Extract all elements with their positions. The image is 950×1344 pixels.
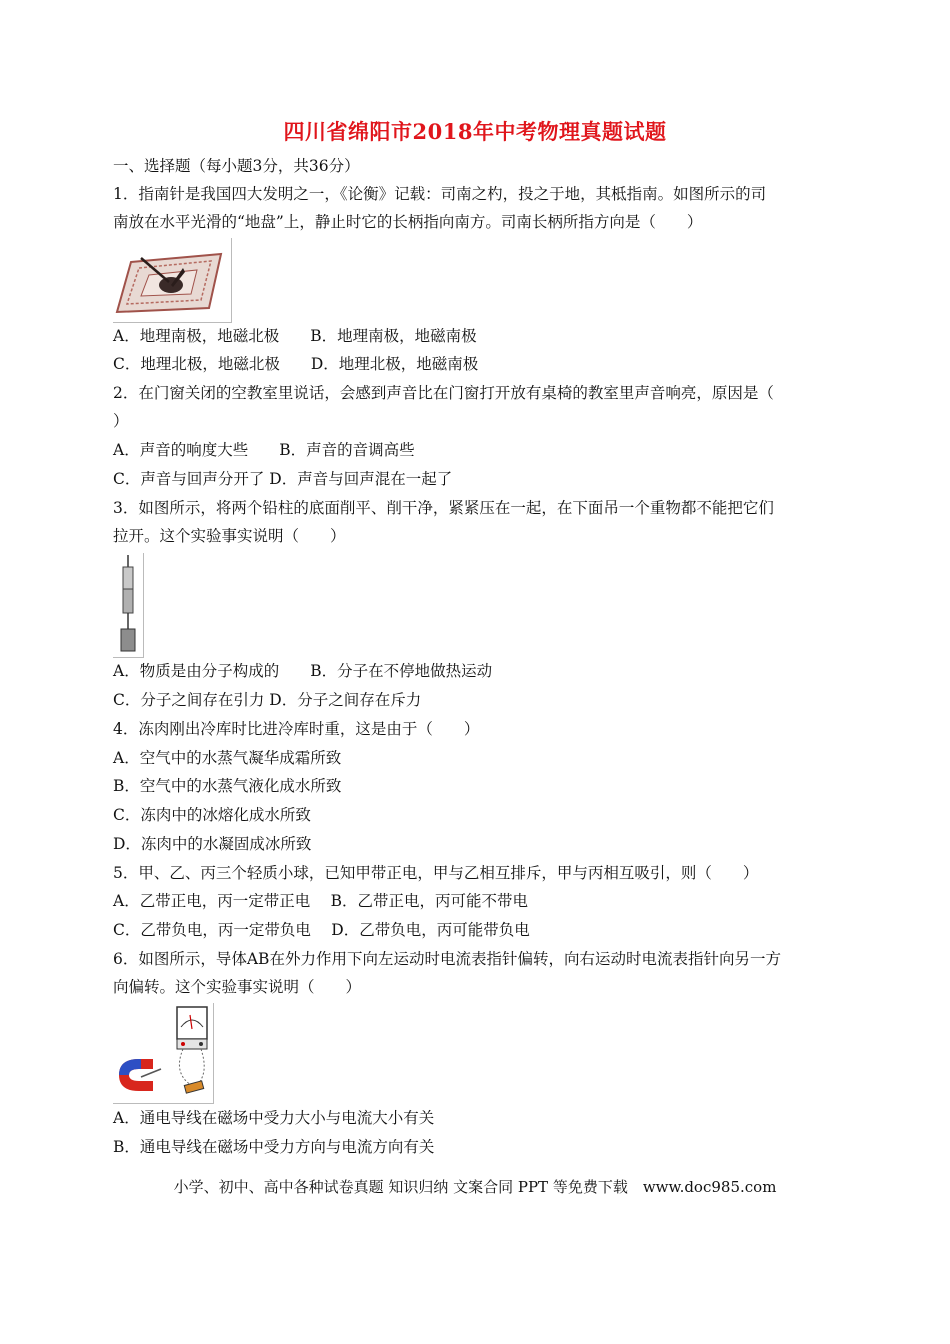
- q1-options-line1: A．地理南极，地磁北极 B．地理南极，地磁南极: [113, 327, 477, 345]
- section-heading: 一、选择题（每小题3分，共36分）: [113, 157, 360, 175]
- q6-stem-line1: 6．如图所示，导体AB在外力作用下向左运动时电流表指针偏转，向右运动时电流表指针向另一方: [113, 950, 781, 968]
- q3-options-line1: A．物质是由分子构成的 B．分子在不停地做热运动: [113, 662, 493, 680]
- q3-options-line2: C．分子之间存在引力 D．分子之间存在斥力: [113, 691, 422, 709]
- q5-options-line2: C．乙带负电，丙一定带负电 D．乙带负电，丙可能带负电: [113, 921, 530, 939]
- sinan-compass-icon: [113, 238, 231, 322]
- q1-figure-sinan-compass: [113, 238, 232, 323]
- q6-option-b: B．通电导线在磁场中受力方向与电流方向有关: [113, 1138, 435, 1156]
- induction-experiment-icon: [113, 1003, 213, 1103]
- q5-options-line1: A．乙带正电，丙一定带正电 B．乙带正电，丙可能不带电: [113, 892, 529, 910]
- q1-stem-line2: 南放在水平光滑的“地盘”上，静止时它的长柄指向南方。司南长柄所指方向是（ ）: [113, 213, 703, 231]
- q4-option-b: B．空气中的水蒸气液化成水所致: [113, 777, 342, 795]
- page-footer: 小学、初中、高中各种试卷真题 知识归纳 文案合同 PPT 等免费下载 www.doc985.com: [173, 1178, 777, 1196]
- q3-stem-line2: 拉开。这个实验事实说明（ ）: [113, 527, 346, 545]
- q4-stem: 4．冻肉刚出冷库时比进冷库时重，这是由于（ ）: [113, 720, 480, 738]
- q1-stem-line1: 1．指南针是我国四大发明之一，《论衡》记载：司南之杓，投之于地，其柢指南。如图所示的司: [113, 185, 767, 203]
- q6-option-a: A．通电导线在磁场中受力大小与电流大小有关: [113, 1109, 435, 1127]
- lead-cylinders-icon: [113, 553, 143, 657]
- q4-option-d: D．冻肉中的水凝固成冰所致: [113, 835, 312, 853]
- q2-options-line1: A．声音的响度大些 B．声音的音调高些: [113, 441, 415, 459]
- q6-figure-induction-experiment: [113, 1003, 214, 1104]
- q4-option-c: C．冻肉中的冰熔化成水所致: [113, 806, 311, 824]
- q4-option-a: A．空气中的水蒸气凝华成霜所致: [113, 749, 342, 767]
- q1-options-line2: C．地理北极，地磁北极 D．地理北极，地磁南极: [113, 355, 479, 373]
- q6-stem-line2: 向偏转。这个实验事实说明（ ）: [113, 978, 362, 996]
- q2-options-line2: C．声音与回声分开了 D．声音与回声混在一起了: [113, 470, 453, 488]
- page-title: 四川省绵阳市2018年中考物理真题试题: [283, 119, 667, 144]
- q3-figure-lead-cylinders: [113, 553, 144, 658]
- q2-stem-line1: 2．在门窗关闭的空教室里说话，会感到声音比在门窗打开放有桌椅的教室里声音响亮，原因是（: [113, 384, 774, 402]
- q3-stem-line1: 3．如图所示，将两个铅柱的底面削平、削干净，紧紧压在一起，在下面吊一个重物都不能把它们: [113, 499, 774, 517]
- q5-stem: 5．甲、乙、丙三个轻质小球，已知甲带正电，甲与乙相互排斥，甲与丙相互吸引，则（ ）: [113, 864, 759, 882]
- q2-stem-line2: ）: [113, 412, 129, 430]
